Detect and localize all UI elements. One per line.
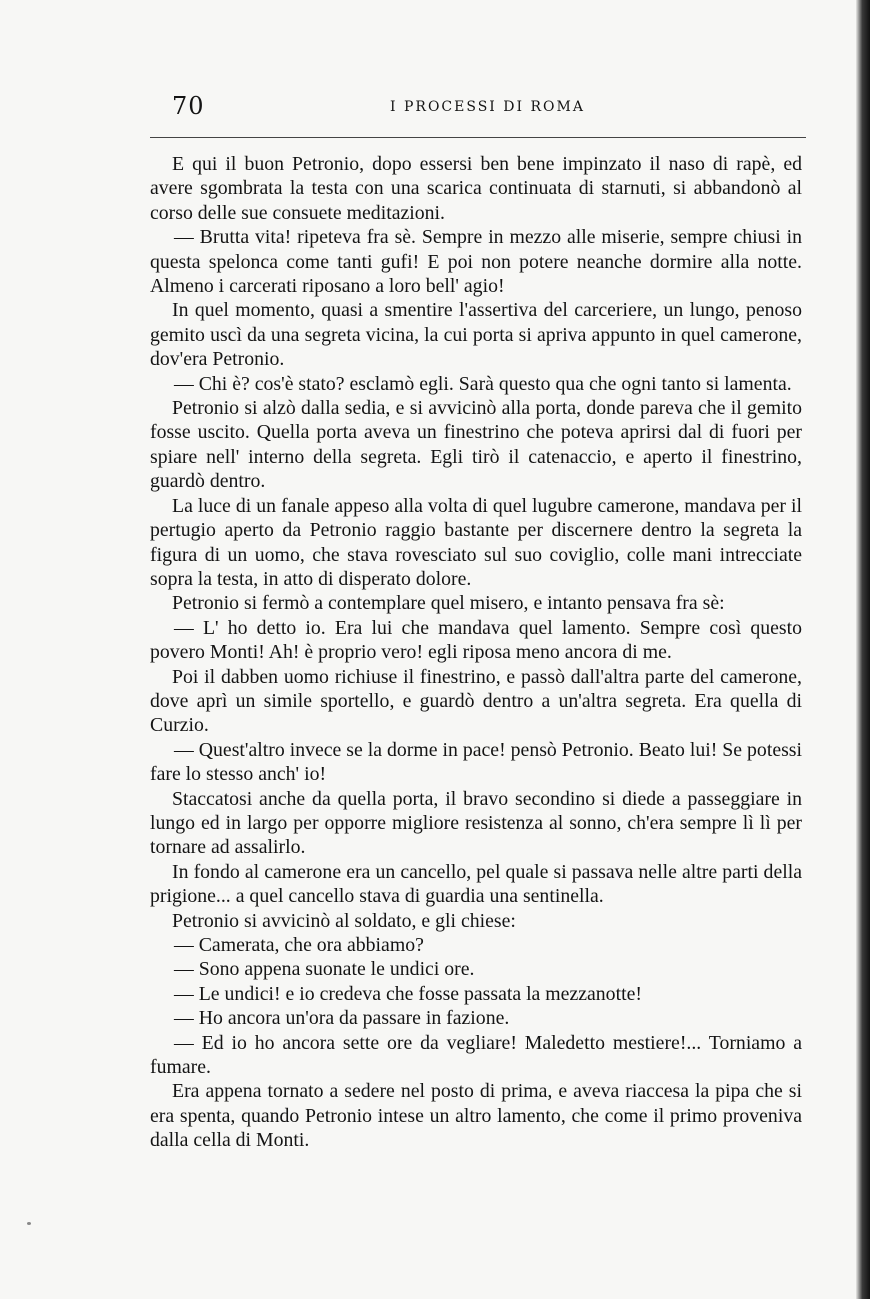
paragraph: La luce di un fanale appeso alla volta di quel lugubre camerone, mandava per il pertugio aperto da Petronio raggio bastante per discernere dentro la segreta la figura di un uomo, che stava rovesciato sul suo coviglio, colle mani intrecciate sopra la testa, in atto di disperato dolore. — [150, 494, 802, 590]
paragraph: — Ed io ho ancora sette ore da vegliare! Maledetto mestiere!... Torniamo a fumare. — [150, 1031, 802, 1079]
paragraph: Staccatosi anche da quella porta, il bravo secondino si diede a passeggiare in lungo ed in largo per opporre migliore resistenza al sonno, ch'era sempre lì lì per tornare ad assalirlo. — [150, 787, 802, 859]
paragraph: — Camerata, che ora abbiamo? — [174, 934, 424, 956]
paragraph: Petronio si fermò a contemplare quel misero, e intanto pensava fra sè: — [172, 592, 725, 615]
paragraph: In fondo al camerone era un cancello, pel quale si passava nelle altre parti della prigione... a quel cancello stava di guardia una sentinella. — [150, 860, 802, 908]
paragraph: In quel momento, quasi a smentire l'assertiva del carceriere, un lungo, penoso gemito uscì da una segreta vicina, la cui porta si apriva appunto in quel camerone, dov'era Petronio. — [150, 299, 802, 371]
paragraph: Petronio si alzò dalla sedia, e si avvicinò alla porta, donde pareva che il gemito fosse uscito. Quella porta aveva un finestrino che poteva aprirsi dal di fuori per spiare nell' interno della segreta. Egli tirò il catenaccio, e aperto il finestrino, guardò dentro. — [150, 397, 802, 493]
paragraph: — L' ho detto io. Era lui che mandava quel lamento. Sempre così questo povero Monti! Ah! è proprio vero! egli riposa meno ancora di me. — [150, 616, 802, 664]
paper-speck — [27, 1222, 31, 1225]
paragraph: — Chi è? cos'è stato? esclamò egli. Sarà questo qua che ogni tanto si lamenta. — [174, 372, 792, 395]
paragraph: — Sono appena suonate le undici ore. — [174, 958, 475, 981]
paragraph: Era appena tornato a sedere nel posto di prima, e aveva riaccesa la pipa che si era spenta, quando Petronio intese un altro lamento, che come il primo proveniva dalla cella di Monti. — [150, 1080, 802, 1152]
header-rule — [150, 137, 806, 138]
page-number: 70 — [172, 92, 205, 120]
page-binding-edge — [856, 0, 870, 1299]
paragraph: Petronio si avvicinò al soldato, e gli chiese: — [172, 909, 516, 932]
paragraph: E qui il buon Petronio, dopo essersi ben bene impinzato il naso di rapè, ed avere sgombrata la testa con una scarica continuata di starnuti, si abbandonò al corso delle sue consuete meditazioni. — [150, 153, 802, 224]
running-title: I PROCESSI DI ROMA — [390, 99, 585, 115]
paragraph: — Le undici! e io credeva che fosse passata la mezzanotte! — [174, 982, 642, 1005]
paragraph: — Ho ancora un'ora da passare in fazione. — [174, 1007, 510, 1030]
body-text — [150, 152, 802, 1153]
paragraph: — Quest'altro invece se la dorme in pace! pensò Petronio. Beato lui! Se potessi fare lo stesso anch' io! — [150, 738, 802, 786]
paragraph: — Brutta vita! ripeteva fra sè. Sempre in mezzo alle miserie, sempre chiusi in questa spelonca come tanti gufi! E poi non potere neanche dormire alla notte. Almeno i carcerati riposano a loro bell' agio! — [150, 226, 802, 298]
paragraph: Poi il dabben uomo richiuse il finestrino, e passò dall'altra parte del camerone, dove aprì un simile sportello, e guardò dentro a un'altra segreta. Era quella di Curzio. — [150, 665, 802, 737]
